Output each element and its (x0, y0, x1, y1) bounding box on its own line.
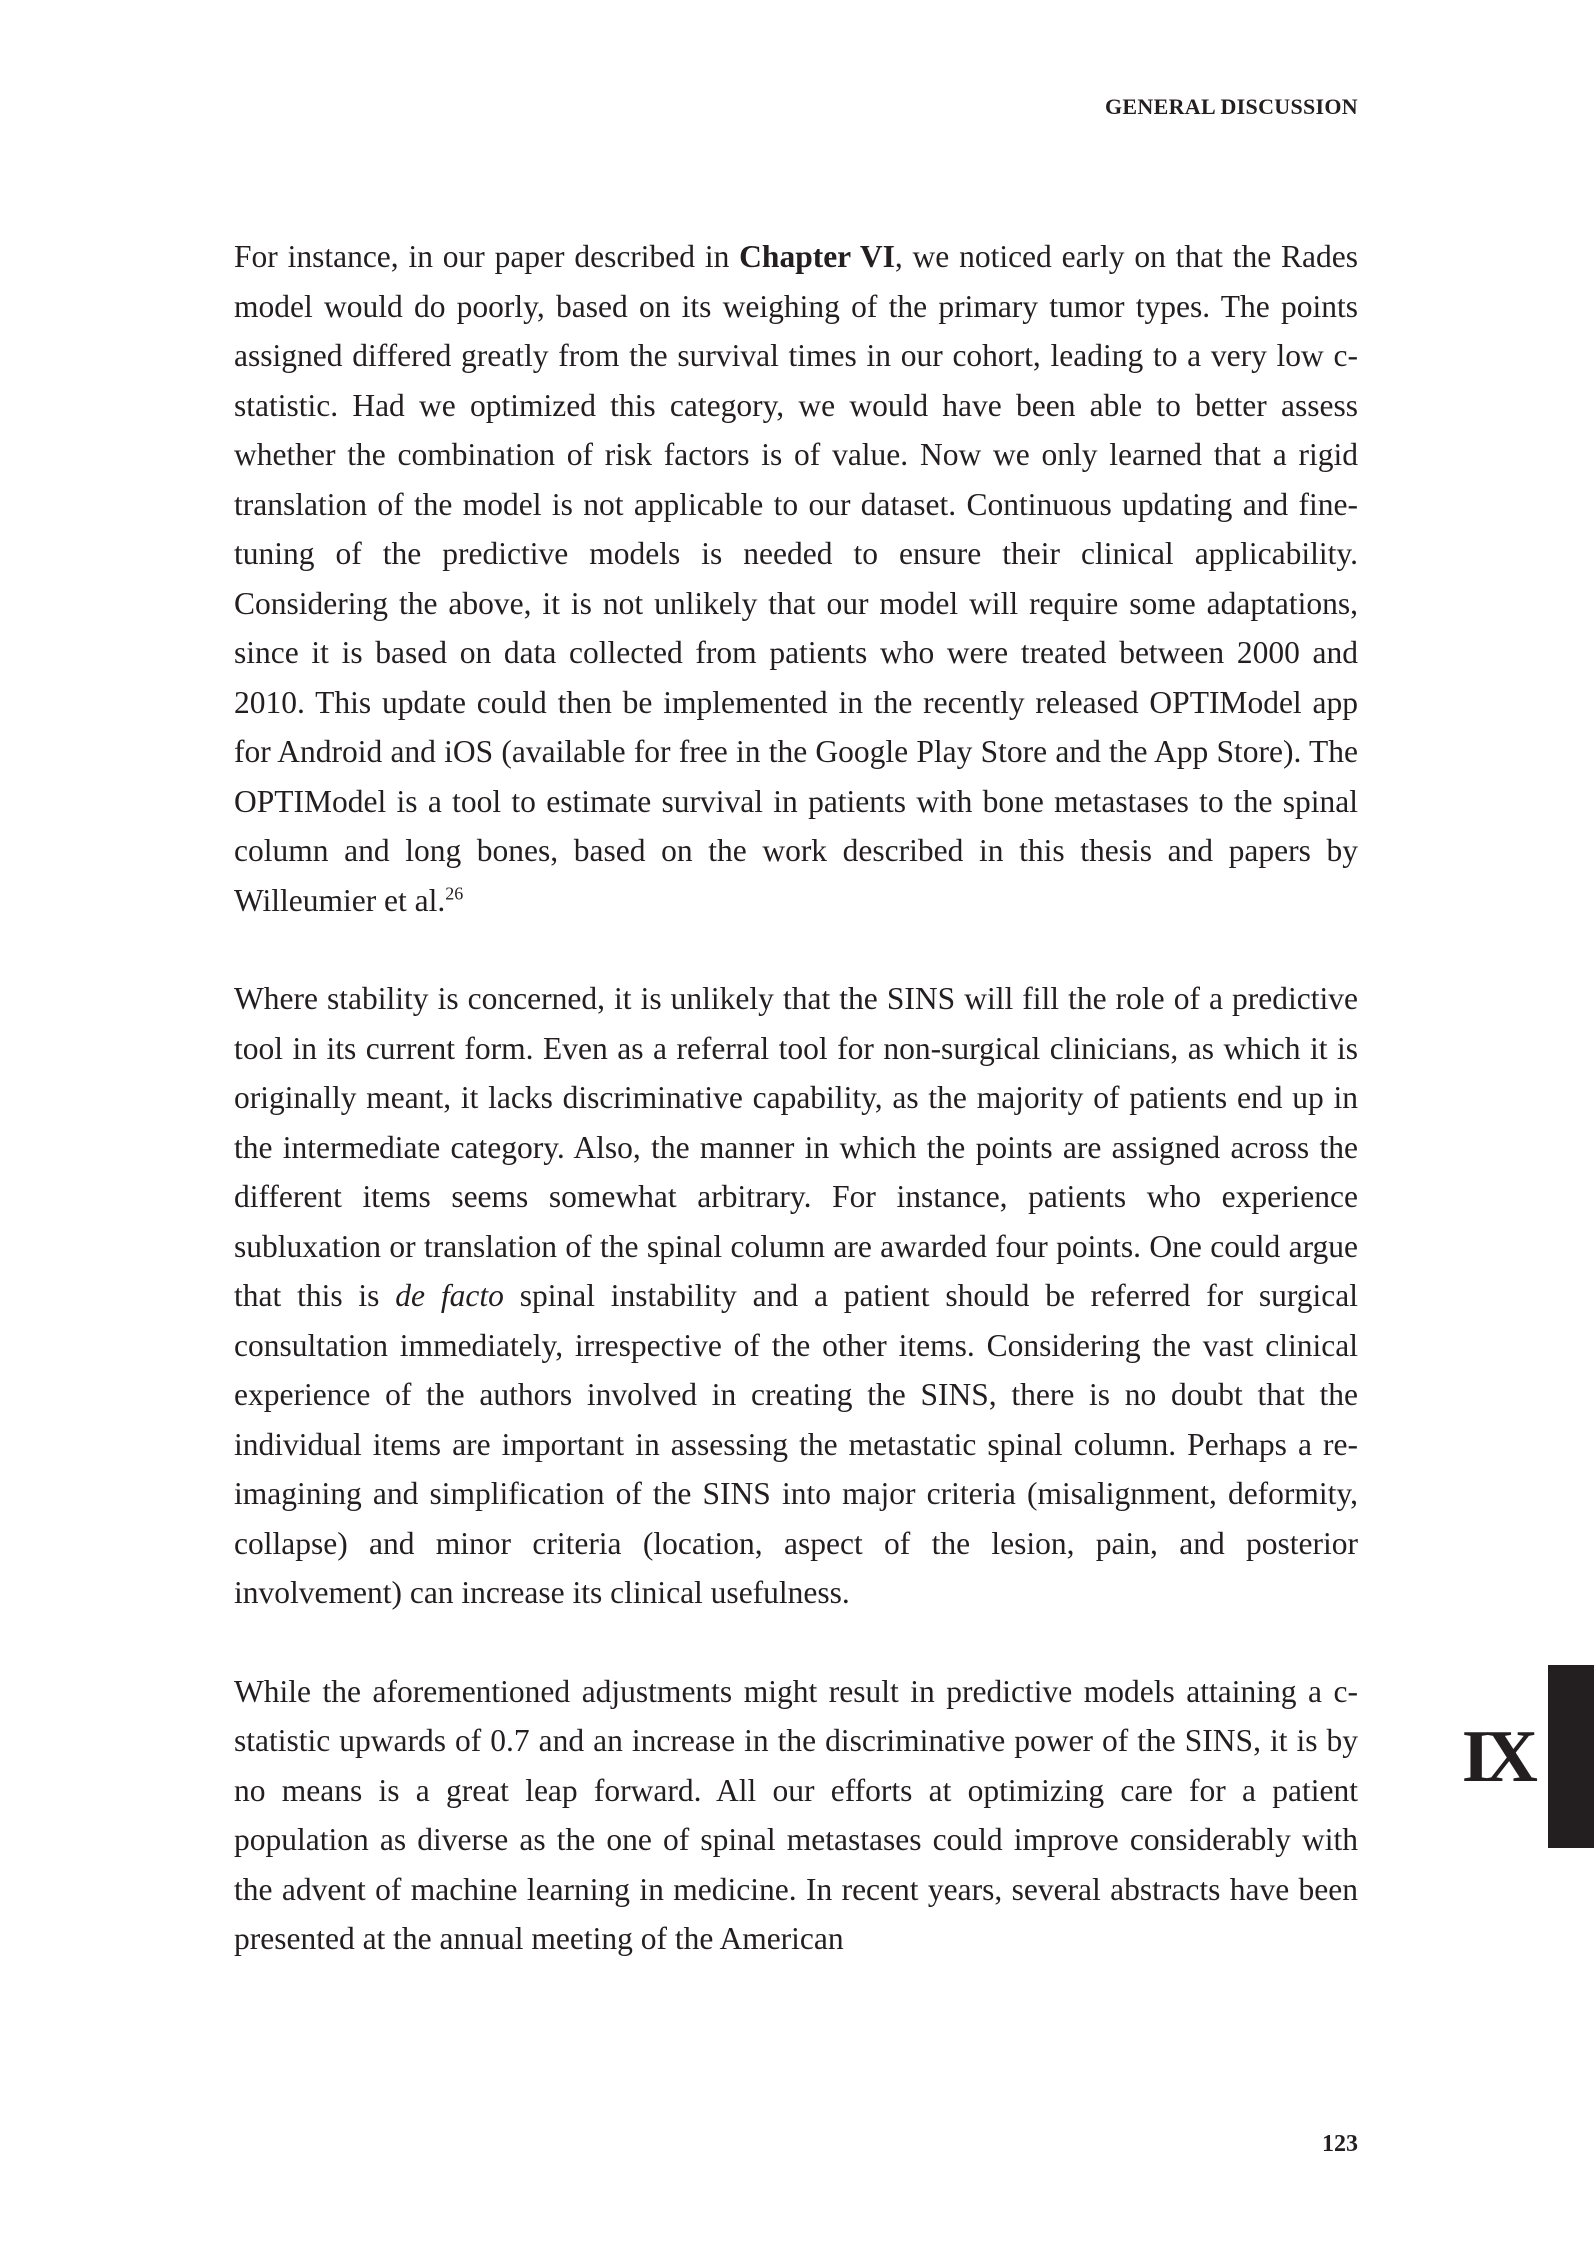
paragraph-1 (234, 232, 1358, 925)
body-text (234, 232, 1358, 1964)
chapter-reference: Chapter VI (739, 239, 895, 274)
paragraph-2-text-before: Where stability is concerned, it is unlikely that the SINS will fill the role of a predictive tool in its current form. Even as a referral tool for non-surgical clinicians, as which it is originally meant, it lacks discriminative capability, as the majority of patients end up in the intermediate category. Also, the manner in which the points are assigned across the different items seems somewhat arbitrary. For instance, patients who experience subluxation or translation of the spinal column are awarded four points. One could argue that this is (234, 981, 1358, 1313)
paragraph-3 (234, 1667, 1358, 1964)
paragraph-1-intro: For instance, in our paper described in (234, 239, 740, 274)
chapter-numeral: IX (1461, 1716, 1532, 1798)
running-header: GENERAL DISCUSSION (1105, 94, 1358, 119)
paragraph-2 (234, 974, 1358, 1618)
paragraph-2-text-after: spinal instability and a patient should be referred for surgical consultation immediately, irrespective of the other items. Considering the vast clinical experience of the authors involved in creating the SINS, there is no doubt that the individual items are important in assessing the metastatic spinal column. Perhaps a re-imagining and simplification of the SINS into major criteria (misalignment, deformity, collapse) and minor criteria (location, aspect of the lesion, pain, and posterior involvement) can increase its clinical usefulness. (234, 1278, 1358, 1610)
paragraph-3-text: While the aforementioned adjustments might result in predictive models attaining a c-statistic upwards of 0.7 and an increase in the discriminative power of the SINS, it is by no means is a great leap forward. All our efforts at optimizing care for a patient population as diverse as the one of spinal metastases could improve considerably with the advent of machine learning in medicine. In recent years, several abstracts have been presented at the annual meeting of the American (234, 1673, 1358, 1956)
citation-superscript: 26 (445, 883, 464, 903)
chapter-thumb-tab (1548, 1665, 1594, 1848)
page-number: 123 (1322, 2131, 1358, 2157)
paragraph-1-text: , we noticed early on that the Rades model would do poorly, based on its weighing of the primary tumor types. The points assigned differed greatly from the survival times in our cohort, leading to a very low c-statistic. Had we optimized this category, we would have been able to better assess whether the combination of risk factors is of value. Now we only learned that a rigid translation of the model is not applicable to our dataset. Continuous updating and fine-tuning of the predictive models is needed to ensure their clinical applicability. Considering the above, it is not unlikely that our model will require some adaptations, since it is based on data collected from patients who were treated between 2000 and 2010. This update could then be implemented in the recently released OPTIModel app for Android and iOS (available for free in the Google Play Store and the App Store). The OPTIModel is a tool to estimate survival in patients with bone metastases to the spinal column and long bones, based on the work described in this thesis and papers by Willeumier et al. (234, 239, 1358, 918)
italic-emphasis: de facto (395, 1278, 504, 1313)
